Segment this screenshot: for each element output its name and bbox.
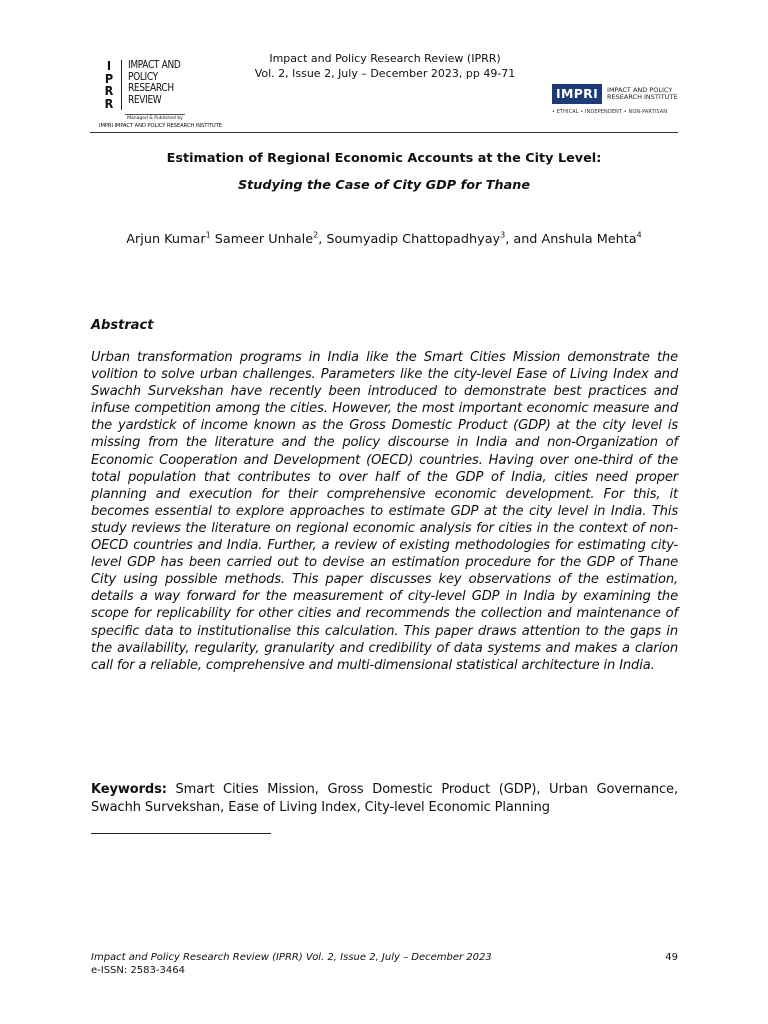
logo-letter: I (106, 58, 112, 73)
header-divider (90, 132, 678, 133)
author-footnote-mark[interactable]: 4 (636, 230, 642, 240)
journal-name: Impact and Policy Research Review (IPRR) (269, 52, 501, 65)
author-footnote-mark[interactable]: 3 (500, 230, 506, 240)
page-footer (91, 951, 678, 977)
logo-word: RESEARCH (128, 82, 174, 95)
author-name: Soumyadip Chattopadhyay (326, 232, 501, 247)
logo-letter: P (104, 70, 114, 86)
abstract-heading: Abstract (91, 318, 154, 333)
author-footnote-mark[interactable]: 2 (313, 230, 319, 240)
logo-publisher: IMPRI IMPACT AND POLICY RESEARCH INSTITUTE (99, 123, 222, 129)
iprr-logo-letters (99, 60, 122, 110)
iprr-logo-words (128, 60, 189, 110)
footer-journal: Impact and Policy Research Review (IPRR) Vol. 2, Issue 2, July – December 2023 (91, 952, 492, 963)
logo-word: REVIEW (128, 93, 162, 106)
author-name: Sameer Unhale (214, 232, 314, 247)
logo-letter: R (104, 83, 114, 98)
logo-word: IMPACT AND (128, 59, 181, 71)
logo-word: POLICY (128, 70, 158, 83)
journal-header (230, 52, 540, 81)
footer-issn: e-ISSN: 2583-3464 (91, 965, 185, 976)
article-title: Estimation of Regional Economic Accounts at the City Level: (166, 151, 602, 166)
keywords-text: Smart Cities Mission, Gross Domestic Product (GDP), Urban Governance, Swachh Survekshan, Ease of Living Index, City-level Economic Planning (91, 782, 678, 815)
impri-tagline: • ETHICAL • INDEPENDENT • NON-PARTISAN (552, 109, 668, 115)
iprr-logo (99, 58, 222, 129)
logo-letter: R (104, 95, 114, 111)
article-subtitle: Studying the Case of City GDP for Thane (237, 178, 531, 193)
impri-logo (552, 84, 692, 115)
author-name: Anshula Mehta (541, 232, 637, 247)
author-list: Arjun Kumar$^1$ Sameer Unhale$^2$, Soumyadip Chattopadhyay$^3$, and Anshula Mehta$^4$ (126, 230, 642, 247)
journal-issue: Vol. 2, Issue 2, July – December 2023, pp 49-71 (254, 66, 516, 80)
keywords-label: Keywords: (91, 782, 167, 797)
impri-logo-box: IMPRI (552, 84, 602, 104)
author-footnote-mark[interactable]: 1 (205, 230, 211, 240)
abstract-body: Urban transformation programs in India like the Smart Cities Mission demonstrate the volition to solve urban challenges. Parameters like the city-level Ease of Living Index and Swachh Survekshan have recently been introduced to demonstrate best practices and infuse competition among the cities. However, the most important economic measure and the yardstick of income known as the Gross Domestic Product (GDP) at the city level is missing from the literature and the policy discourse in India and non-Organization of Economic Cooperation and Development (OECD) countries. Having over one-third of the total population that contributes to over half of the GDP of India, cities need proper planning and execution for their comprehensive economic development. For this, it becomes essential to explore approaches to estimate GDP at the city level in India. This study reviews the literature on regional economic analysis for cities in the context of non-OECD countries and India. Further, a review of existing methodologies for estimating city-level GDP has been carried out to devise an estimation procedure for the GDP of Thane City using possible methods. This paper discusses key observations of the estimation, details a way forward for the measurement of city-level GDP in India by examining the scope for replicability for other cities and recommends the collection and maintenance of specific data to institutionalise this calculation. This paper draws attention to the gaps in the availability, regularity, granularity and credibility of data systems and makes a clarion call for a reliable, comprehensive and multi-dimensional statistical architecture in India. (91, 350, 678, 673)
footnote-divider (91, 833, 271, 834)
impri-name-line: RESEARCH INSTITUTE (607, 93, 678, 101)
page-number: 49 (665, 952, 678, 963)
logo-managed-text: Managed & Published by (125, 114, 185, 121)
author-name: Arjun Kumar (126, 232, 206, 247)
keywords (91, 781, 678, 817)
impri-name-line: IMPACT AND POLICY (607, 85, 673, 94)
impri-logo-name (607, 87, 678, 102)
